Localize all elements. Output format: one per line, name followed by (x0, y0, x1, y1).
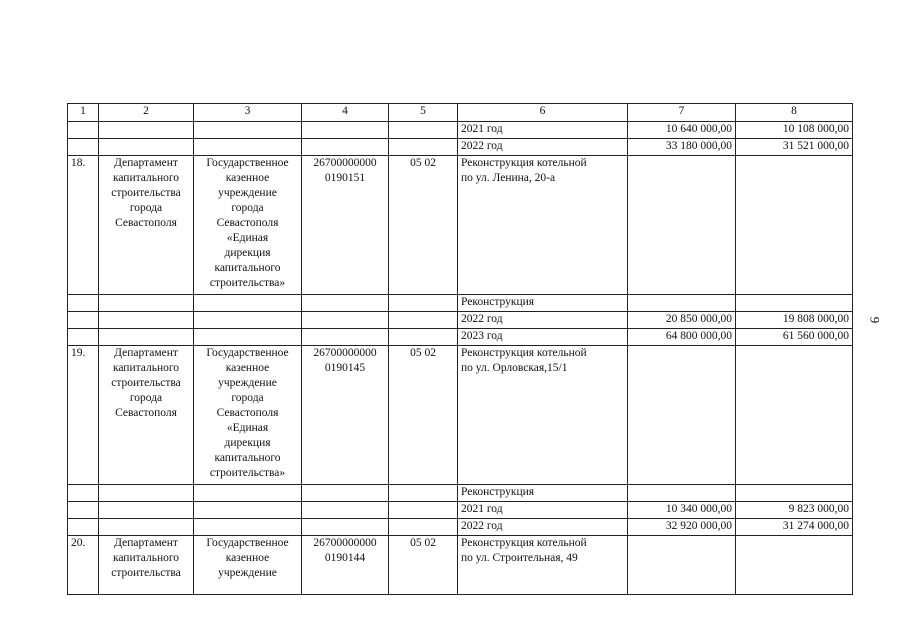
section-cell: 05 02 (389, 536, 458, 595)
object-cell (458, 156, 628, 295)
text-line: 0190144 (324, 552, 366, 564)
year-cell: 2022 год (458, 519, 628, 536)
table-row (68, 485, 853, 502)
organization-cell (194, 536, 302, 595)
amount-cell: 32 920 000,00 (628, 519, 736, 536)
table-row (68, 295, 853, 312)
text-line: Департамент (114, 157, 178, 169)
text-line: по ул. Орловская,15/1 (461, 362, 568, 374)
text-line: Государственное (206, 347, 289, 359)
text-line: Реконструкция котельной (461, 157, 587, 169)
header-cell: 1 (68, 104, 99, 122)
kind-cell: Реконструкция (458, 295, 628, 312)
text-line: капитального (112, 362, 180, 374)
table-row (68, 122, 853, 139)
table-row (68, 312, 853, 329)
row-number: 20. (68, 536, 99, 595)
header-cell: 2 (99, 104, 194, 122)
text-line: учреждение (218, 187, 277, 199)
code-cell (302, 156, 389, 295)
table-row (68, 502, 853, 519)
header-cell: 3 (194, 104, 302, 122)
table-row (68, 536, 853, 595)
text-line: 26700000000 (313, 347, 377, 359)
table-row (68, 139, 853, 156)
text-line: учреждение (218, 377, 277, 389)
year-cell: 2021 год (458, 122, 628, 139)
table-row (68, 156, 853, 295)
organization-cell (194, 156, 302, 295)
text-line: по ул. Ленина, 20-а (461, 172, 556, 184)
text-line: города (231, 202, 264, 214)
row-number: 19. (68, 346, 99, 485)
department-cell (99, 536, 194, 595)
text-line: Севастополя (115, 217, 177, 229)
text-line: строительства (111, 567, 181, 579)
amount-cell: 64 800 000,00 (628, 329, 736, 346)
department-cell (99, 346, 194, 485)
text-line: казенное (225, 552, 270, 564)
amount-cell: 10 640 000,00 (628, 122, 736, 139)
text-line: «Единая (226, 232, 269, 244)
year-cell: 2021 год (458, 502, 628, 519)
text-line: 26700000000 (313, 157, 377, 169)
header-cell: 7 (628, 104, 736, 122)
header-cell: 8 (736, 104, 853, 122)
text-line: казенное (225, 362, 270, 374)
text-line: Севастополя (216, 407, 279, 419)
text-line: учреждение (218, 567, 277, 579)
text-line: 0190145 (324, 362, 366, 374)
amount-cell: 19 808 000,00 (736, 312, 853, 329)
text-line: по ул. Строительная, 49 (461, 552, 578, 564)
text-line: строительства (111, 187, 181, 199)
text-line: «Единая (226, 422, 269, 434)
page-number: 9 (867, 316, 883, 324)
year-cell: 2022 год (458, 312, 628, 329)
amount-cell: 31 274 000,00 (736, 519, 853, 536)
text-line: капитального (112, 172, 180, 184)
text-line: 26700000000 (313, 537, 377, 549)
code-cell (302, 536, 389, 595)
header-cell: 4 (302, 104, 389, 122)
text-line: Департамент (114, 537, 178, 549)
text-line: строительства (111, 377, 181, 389)
text-line: Департамент (114, 347, 178, 359)
table-row (68, 329, 853, 346)
object-cell (458, 346, 628, 485)
text-line: капитального (112, 552, 180, 564)
amount-cell: 31 521 000,00 (736, 139, 853, 156)
budget-table (67, 103, 853, 595)
amount-cell: 10 108 000,00 (736, 122, 853, 139)
text-line: Севастополя (216, 217, 279, 229)
year-cell: 2023 год (458, 329, 628, 346)
amount-cell: 33 180 000,00 (628, 139, 736, 156)
text-line: Государственное (206, 157, 289, 169)
text-line: дирекция (224, 247, 271, 259)
amount-cell: 61 560 000,00 (736, 329, 853, 346)
text-line: города (231, 392, 264, 404)
amount-cell: 10 340 000,00 (628, 502, 736, 519)
amount-cell: 20 850 000,00 (628, 312, 736, 329)
text-line: Государственное (206, 537, 289, 549)
object-cell (458, 536, 628, 595)
section-cell: 05 02 (389, 156, 458, 295)
text-line: города (129, 202, 163, 214)
text-line: 0190151 (324, 172, 366, 184)
text-line: строительства» (209, 467, 286, 479)
year-cell: 2022 год (458, 139, 628, 156)
kind-cell: Реконструкция (458, 485, 628, 502)
organization-cell (194, 346, 302, 485)
table-row (68, 519, 853, 536)
text-line: Реконструкция котельной (461, 537, 587, 549)
row-number: 18. (68, 156, 99, 295)
section-cell: 05 02 (389, 346, 458, 485)
text-line: города (129, 392, 163, 404)
code-cell (302, 346, 389, 485)
table-row (68, 346, 853, 485)
text-line: казенное (225, 172, 270, 184)
text-line: капитального (214, 452, 281, 464)
header-cell: 6 (458, 104, 628, 122)
text-line: Реконструкция котельной (461, 347, 587, 359)
text-line: капитального (214, 262, 281, 274)
header-row (68, 104, 853, 122)
department-cell (99, 156, 194, 295)
text-line: дирекция (224, 437, 271, 449)
text-line: Севастополя (115, 407, 177, 419)
amount-cell: 9 823 000,00 (736, 502, 853, 519)
text-line: строительства» (209, 277, 286, 289)
header-cell: 5 (389, 104, 458, 122)
